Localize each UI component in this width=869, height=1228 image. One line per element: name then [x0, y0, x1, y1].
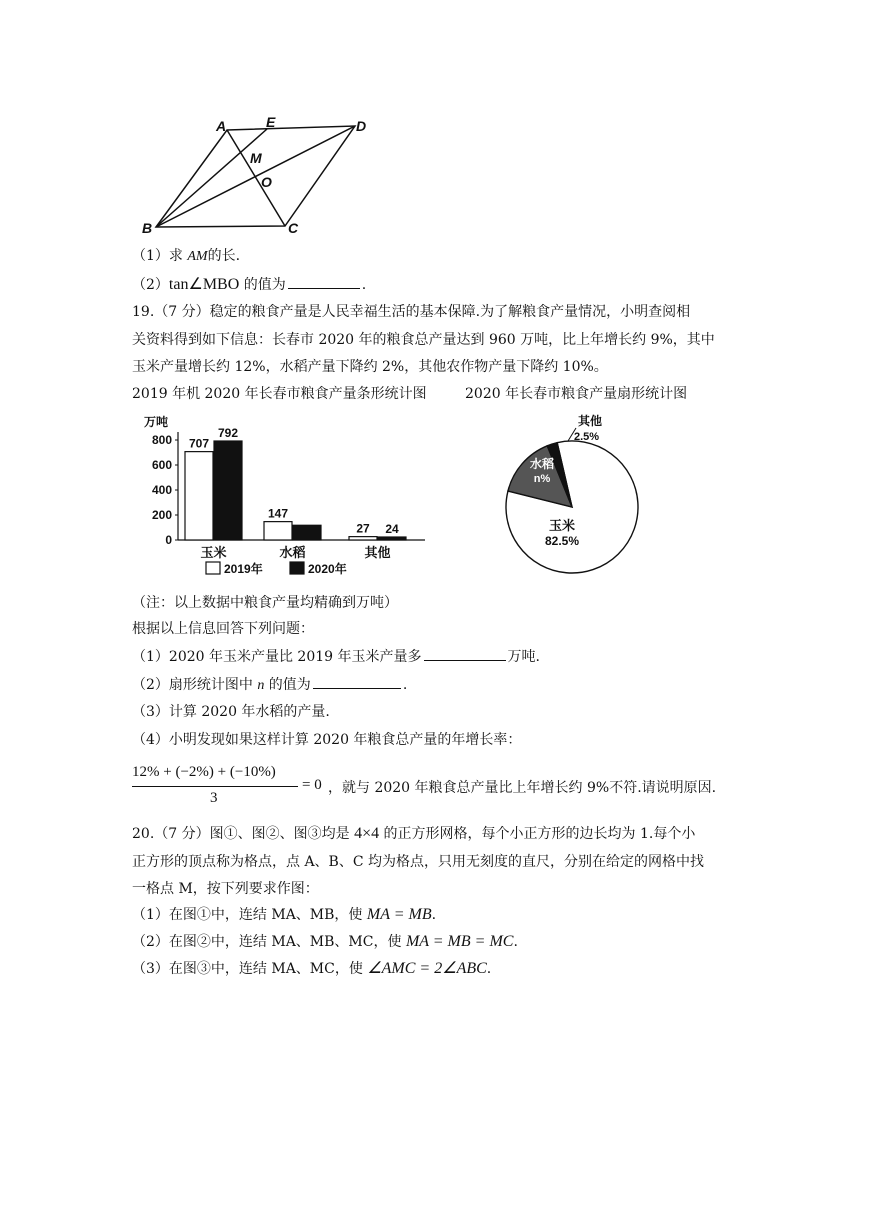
- answer-blank-1[interactable]: [424, 646, 506, 661]
- slice-name-rice: 水稻: [529, 457, 555, 471]
- prompt: 根据以上信息回答下列问题：: [132, 621, 314, 637]
- data-label: 707: [188, 436, 210, 451]
- label-a: A: [216, 118, 227, 134]
- y-tick-label: 600: [151, 458, 172, 472]
- bar-chart-caption: 2019 年机 2020 年长春市粮食产量条形统计图: [132, 386, 427, 402]
- formula-equals: = 0: [302, 777, 322, 793]
- bar: [214, 441, 242, 540]
- label-d: D: [356, 118, 367, 134]
- data-label: 27: [356, 521, 370, 536]
- bar: [349, 537, 377, 540]
- formula-numerator: 12% + (−2%) + (−10%): [132, 764, 276, 780]
- bar-chart: [130, 410, 440, 585]
- legend-label: 2020年: [308, 562, 347, 576]
- answer-blank[interactable]: [288, 274, 360, 289]
- answer-blank-2[interactable]: [313, 674, 401, 689]
- slice-name-corn: 玉米: [548, 518, 576, 533]
- y-tick-label: 200: [151, 508, 172, 522]
- label-c: C: [288, 220, 299, 236]
- q20-part2: （2）在图②中，连结 MA、MB、MC，使 MA = MB = MC.: [132, 933, 518, 950]
- q19-line1: 19.（7 分）稳定的粮食产量是人民幸福生活的基本保障.为了解粮食产量情况，小明查阅相: [132, 304, 691, 320]
- category-label: 其他: [364, 545, 391, 560]
- q19-part3: （3）计算 2020 年水稻的产量.: [132, 704, 330, 720]
- diagonal-bd: [156, 126, 355, 227]
- legend-label: 2019年: [224, 562, 263, 576]
- q18-part1: （1）求 AM的长.: [132, 248, 241, 264]
- data-label: 792: [217, 426, 239, 440]
- data-label: 147: [267, 506, 289, 521]
- q20-line3: 一格点 M，按下列要求作图：: [132, 881, 319, 897]
- q19-part1: （1）2020 年玉米产量比 2019 年玉米产量多 万吨.: [132, 646, 540, 667]
- note: （注：以上数据中粮食产量均精确到万吨）: [132, 595, 398, 611]
- formula-denominator: 3: [210, 790, 218, 806]
- q19-line2: 关资料得到如下信息：长春市 2020 年的粮食总产量达到 960 万吨，比上年增长约 9%，其中: [132, 332, 715, 348]
- tan-expression: tan∠MBO: [168, 276, 240, 293]
- bar: [185, 452, 213, 540]
- y-tick-label: 0: [165, 533, 172, 547]
- bar: [293, 525, 321, 540]
- slice-label-other: 2.5%: [574, 431, 600, 443]
- segment-be: [156, 129, 267, 227]
- legend-swatch: [206, 562, 220, 574]
- bar: [264, 522, 292, 540]
- y-tick-label: 400: [151, 483, 172, 497]
- label-o: O: [261, 174, 272, 190]
- q19-part2: （2）扇形统计图中 n 的值为 .: [132, 674, 407, 696]
- q20-line1: 20.（7 分）图①、图②、图③均是 4×4 的正方形网格，每个小正方形的边长均为 1.每个小: [132, 825, 696, 842]
- q19-part4: （4）小明发现如果这样计算 2020 年粮食总产量的年增长率：: [132, 732, 522, 748]
- q19-line3: 玉米产量增长约 12%，水稻产量下降约 2%，其他农作物产量下降约 10%。: [132, 359, 608, 375]
- y-axis-label: 万吨: [144, 415, 169, 429]
- q20-part1: （1）在图①中，连结 MA、MB，使 MA = MB.: [132, 906, 437, 923]
- category-label: 水稻: [279, 545, 306, 560]
- slice-label-corn: 82.5%: [544, 534, 580, 548]
- slice-name-other: 其他: [578, 414, 603, 428]
- q20-part3: （3）在图③中，连结 MA、MC，使 ∠AMC = 2∠ABC.: [132, 960, 492, 977]
- bar: [378, 537, 406, 540]
- legend-swatch: [290, 562, 304, 574]
- diagonal-ac: [227, 130, 285, 226]
- data-label: 24: [385, 522, 399, 536]
- label-m: M: [250, 150, 262, 166]
- q18-part2: （2）tan∠MBO 的值为 .: [132, 276, 367, 293]
- parallelogram-figure: [130, 110, 390, 240]
- slice-label-rice: n%: [533, 473, 551, 485]
- category-label: 玉米: [200, 545, 227, 560]
- formula-text: ，就与 2020 年粮食总产量比上年增长约 9%不符.请说明原因.: [328, 780, 717, 796]
- pie-chart-caption: 2020 年长春市粮食产量扇形统计图: [465, 386, 688, 402]
- y-tick-label: 800: [151, 433, 172, 447]
- label-b: B: [142, 220, 153, 236]
- q20-line2: 正方形的顶点称为格点，点 A、B、C 均为格点，只用无刻度的直尺，分别在给定的网格中找: [132, 854, 705, 870]
- pie-chart: [490, 410, 680, 585]
- label-e: E: [266, 114, 276, 130]
